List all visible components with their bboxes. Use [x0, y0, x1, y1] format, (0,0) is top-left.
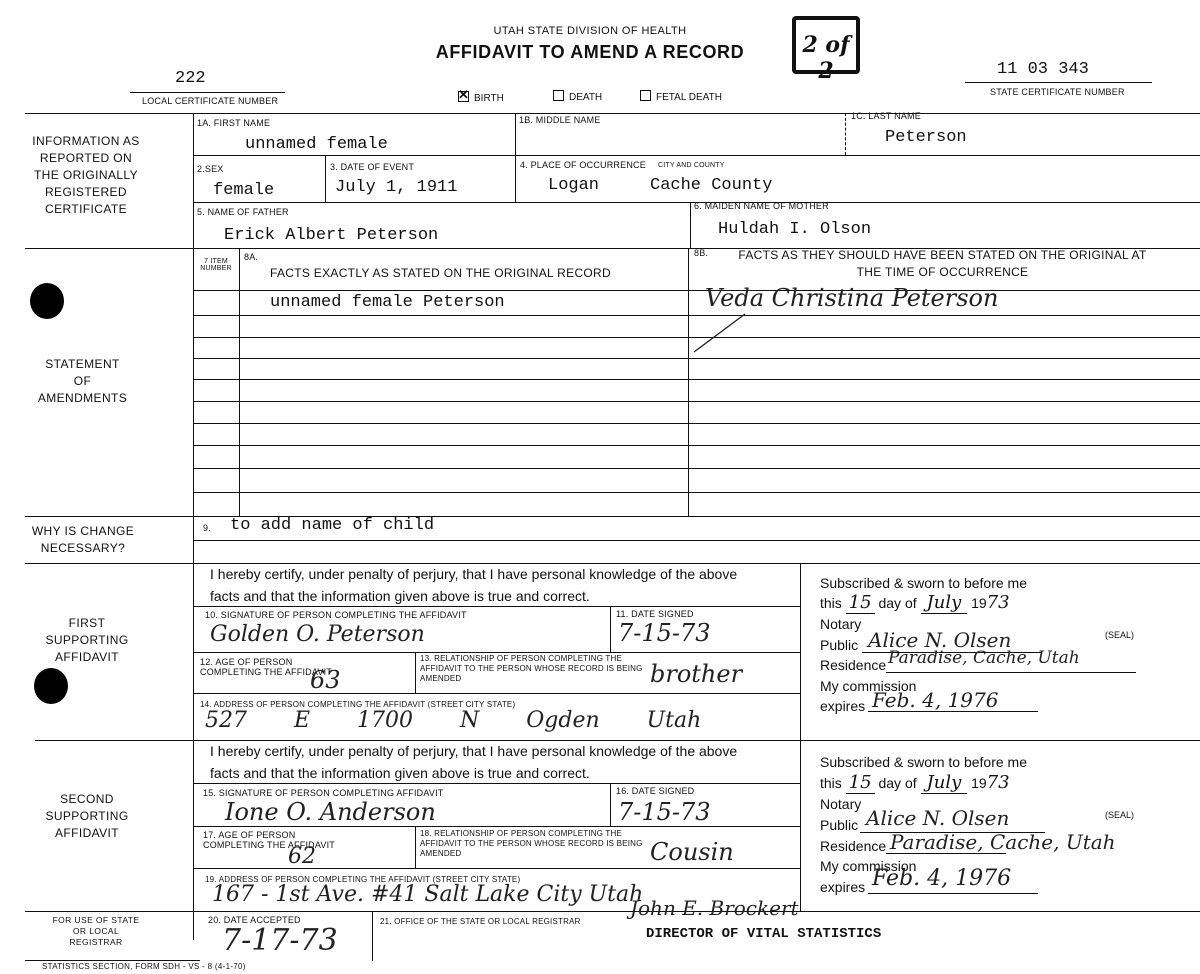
notary-1-public: Public	[820, 637, 859, 653]
why-reason-value: to add name of child	[230, 516, 435, 535]
sex-label: 2.SEX	[197, 164, 224, 174]
notary-2-year-prefix: 19	[971, 775, 987, 791]
correction-stroke	[690, 310, 750, 355]
record-type-birth[interactable]	[458, 87, 504, 104]
notary-2-date-line	[820, 773, 1010, 793]
check-mark-icon: ✕	[458, 87, 469, 102]
fetal-death-label: FETAL DEATH	[656, 92, 722, 103]
death-checkbox[interactable]	[553, 90, 564, 101]
county-value: Cache County	[650, 176, 773, 195]
affidavit-1-age-label: 12. AGE OF PERSON COMPLETING THE AFFIDAVIT	[200, 657, 332, 677]
page-stamp-text: 2 of 2	[802, 32, 850, 84]
notary-1-month: July	[921, 592, 968, 614]
notary-1-notary-word: Notary	[820, 616, 862, 632]
notary-2-signature: Alice N. Olsen	[866, 806, 1010, 830]
notary-1-year-prefix: 19	[971, 595, 987, 611]
director-title: DIRECTOR OF VITAL STATISTICS	[646, 926, 882, 942]
affidavit-1-signature: Golden O. Peterson	[210, 622, 425, 647]
notary-1-date-line	[820, 593, 1010, 613]
notary-1-expires-value: Feb. 4, 1976	[872, 688, 999, 712]
col-8b-header: FACTS AS THEY SHOULD HAVE BEEN STATED ON THE ORIGINAL AT THE TIME OF OCCURRENCE	[738, 248, 1147, 279]
affidavit-2-relationship-label: 18. RELATIONSHIP OF PERSON COMPLETING THE AFFIDAVIT TO THE PERSON WHOSE RECORD IS BEING AMENDED	[420, 829, 643, 858]
col-8b-number: 8B.	[694, 248, 709, 258]
item-number-label: 7 ITEM NUMBER	[200, 258, 232, 272]
affidavit-1-relationship: brother	[650, 660, 743, 688]
affidavit-1-address-label: 14. ADDRESS OF PERSON COMPLETING THE AFFIDAVIT (STREET CITY STATE)	[200, 700, 516, 709]
section-first-affidavit-label: FIRST SUPPORTING AFFIDAVIT	[45, 616, 129, 664]
date-event-value: July 1, 1911	[335, 178, 458, 197]
notary-2-notary-word: Notary	[820, 796, 862, 812]
notary-1-day: 15	[846, 592, 875, 614]
col-8a-header: FACTS EXACTLY AS STATED ON THE ORIGINAL RECORD	[270, 266, 611, 280]
birth-label: BIRTH	[474, 93, 504, 104]
corrected-fact-value: Veda Christina Peterson	[705, 284, 999, 312]
notary-1-signature: Alice N. Olsen	[868, 628, 1012, 652]
registrar-signature: John E. Brockert	[630, 896, 799, 920]
section-why-label: WHY IS CHANGE NECESSARY?	[31, 524, 135, 555]
place-sub-label: CITY AND COUNTY	[658, 162, 725, 169]
notary-1-residence-value: Paradise, Cache, Utah	[888, 648, 1080, 668]
notary-2-month: July	[921, 772, 968, 794]
form-title: AFFIDAVIT TO AMEND A RECORD	[435, 42, 745, 62]
affidavit-2-certification: I hereby certify, under penalty of perjury, that I have personal knowledge of the above facts and that the information given above is true and correct.	[210, 743, 738, 781]
death-label: DEATH	[569, 92, 603, 103]
affidavit-1-address: 527 E 1700 N Ogden Utah	[205, 708, 702, 733]
record-type-death[interactable]	[553, 90, 602, 103]
affidavit-1-date: 7-15-73	[618, 619, 711, 647]
place-label: 4. PLACE OF OCCURRENCE	[520, 160, 646, 170]
local-cert-number: 222	[175, 69, 206, 88]
page-stamp	[792, 16, 860, 84]
mother-value: Huldah I. Olson	[718, 220, 872, 239]
notary-1-line1: Subscribed & sworn to before me	[820, 575, 1027, 591]
affidavit-2-address: 167 - 1st Ave. #41 Salt Lake City Utah	[212, 882, 644, 907]
affidavit-2-signature-label: 15. SIGNATURE OF PERSON COMPLETING AFFIDAVIT	[203, 788, 444, 798]
affidavit-1-age: 63	[310, 666, 341, 694]
binder-hole-icon	[30, 283, 64, 319]
notary-2-line1: Subscribed & sworn to before me	[820, 754, 1027, 770]
notary-2-residence: Residence	[820, 838, 887, 854]
affidavit-2-date-label: 16. DATE SIGNED	[616, 786, 695, 796]
notary-1-this: this	[820, 595, 842, 611]
section-statement-label: STATEMENT OF AMENDMENTS	[37, 357, 128, 405]
birth-checkbox[interactable]	[458, 87, 469, 102]
form-footer: STATISTICS SECTION, FORM SDH - VS - 8 (4-1-70)	[42, 962, 246, 971]
first-name-label: 1A. FIRST NAME	[197, 118, 271, 128]
notary-2-residence-value: Paradise, Cache, Utah	[890, 830, 1116, 854]
middle-name-label: 1B. MIDDLE NAME	[519, 115, 601, 125]
local-cert-label: LOCAL CERTIFICATE NUMBER	[142, 96, 279, 106]
city-value: Logan	[548, 176, 600, 195]
notary-2-day-of: day of	[878, 775, 917, 791]
father-label: 5. NAME OF FATHER	[197, 207, 289, 217]
binder-hole-icon	[34, 668, 68, 704]
date-accepted-value: 7-17-73	[222, 923, 338, 958]
notary-2-expires: expires	[820, 879, 866, 895]
agency-name: UTAH STATE DIVISION OF HEALTH	[493, 25, 687, 37]
affidavit-1-date-label: 11. DATE SIGNED	[616, 609, 694, 619]
notary-1-commission: My commission	[820, 678, 917, 694]
date-event-label: 3. DATE OF EVENT	[330, 162, 415, 172]
notary-2-seal: (SEAL)	[1105, 810, 1135, 820]
affidavit-2-address-label: 19. ADDRESS OF PERSON COMPLETING THE AFFIDAVIT (STREET CITY STATE)	[205, 875, 521, 884]
col-8a-number: 8A.	[244, 252, 259, 262]
date-accepted-label: 20. DATE ACCEPTED	[208, 915, 301, 925]
affidavit-2-age-label: 17. AGE OF PERSON COMPLETING THE AFFIDAVIT	[203, 830, 335, 850]
state-cert-label: STATE CERTIFICATE NUMBER	[990, 87, 1125, 97]
notary-1-day-of: day of	[878, 595, 917, 611]
affidavit-2-relationship: Cousin	[650, 838, 734, 866]
record-type-fetal-death[interactable]	[640, 90, 722, 103]
last-name-value: Peterson	[885, 128, 967, 147]
notary-1-year: 73	[986, 592, 1010, 613]
notary-2-day: 15	[846, 772, 875, 794]
father-value: Erick Albert Peterson	[224, 226, 439, 245]
notary-2-public: Public	[820, 817, 859, 833]
last-name-label: 1C. LAST NAME	[851, 111, 921, 121]
notary-1-seal: (SEAL)	[1105, 630, 1135, 640]
section-registrar-label: FOR USE OF STATE OR LOCAL REGISTRAR	[52, 915, 140, 947]
original-fact-value: unnamed female Peterson	[270, 293, 505, 312]
notary-2-this: this	[820, 775, 842, 791]
first-name-value: unnamed female	[245, 135, 388, 154]
sex-value: female	[213, 181, 275, 200]
affidavit-1-relationship-label: 13. RELATIONSHIP OF PERSON COMPLETING THE AFFIDAVIT TO THE PERSON WHOSE RECORD IS BEING AMENDED	[420, 654, 643, 683]
affidavit-2-age: 62	[288, 844, 316, 869]
mother-label: 6. MAIDEN NAME OF MOTHER	[694, 201, 829, 211]
affidavit-1-signature-label: 10. SIGNATURE OF PERSON COMPLETING THE AFFIDAVIT	[205, 610, 467, 620]
affidavit-2-signature: Ione O. Anderson	[225, 798, 436, 826]
affidavit-1-certification: I hereby certify, under penalty of perjury, that I have personal knowledge of the above facts and that the information given above is true and correct.	[210, 566, 738, 604]
office-label: 21. OFFICE OF THE STATE OR LOCAL REGISTRAR	[380, 917, 581, 926]
fetal-death-checkbox[interactable]	[640, 90, 651, 101]
why-number: 9.	[203, 523, 211, 533]
notary-2-year: 73	[986, 772, 1010, 793]
notary-2-expires-value: Feb. 4, 1976	[872, 866, 1012, 891]
section-second-affidavit-label: SECOND SUPPORTING AFFIDAVIT	[45, 792, 129, 840]
notary-1-expires: expires	[820, 698, 866, 714]
affidavit-2-date: 7-15-73	[618, 798, 711, 826]
notary-1-residence: Residence	[820, 657, 887, 673]
section-info-label: INFORMATION AS REPORTED ON THE ORIGINALLY REGISTERED CERTIFICATE	[32, 134, 140, 216]
notary-2-commission: My commission	[820, 858, 917, 874]
state-cert-number: 11 03 343	[997, 60, 1089, 79]
